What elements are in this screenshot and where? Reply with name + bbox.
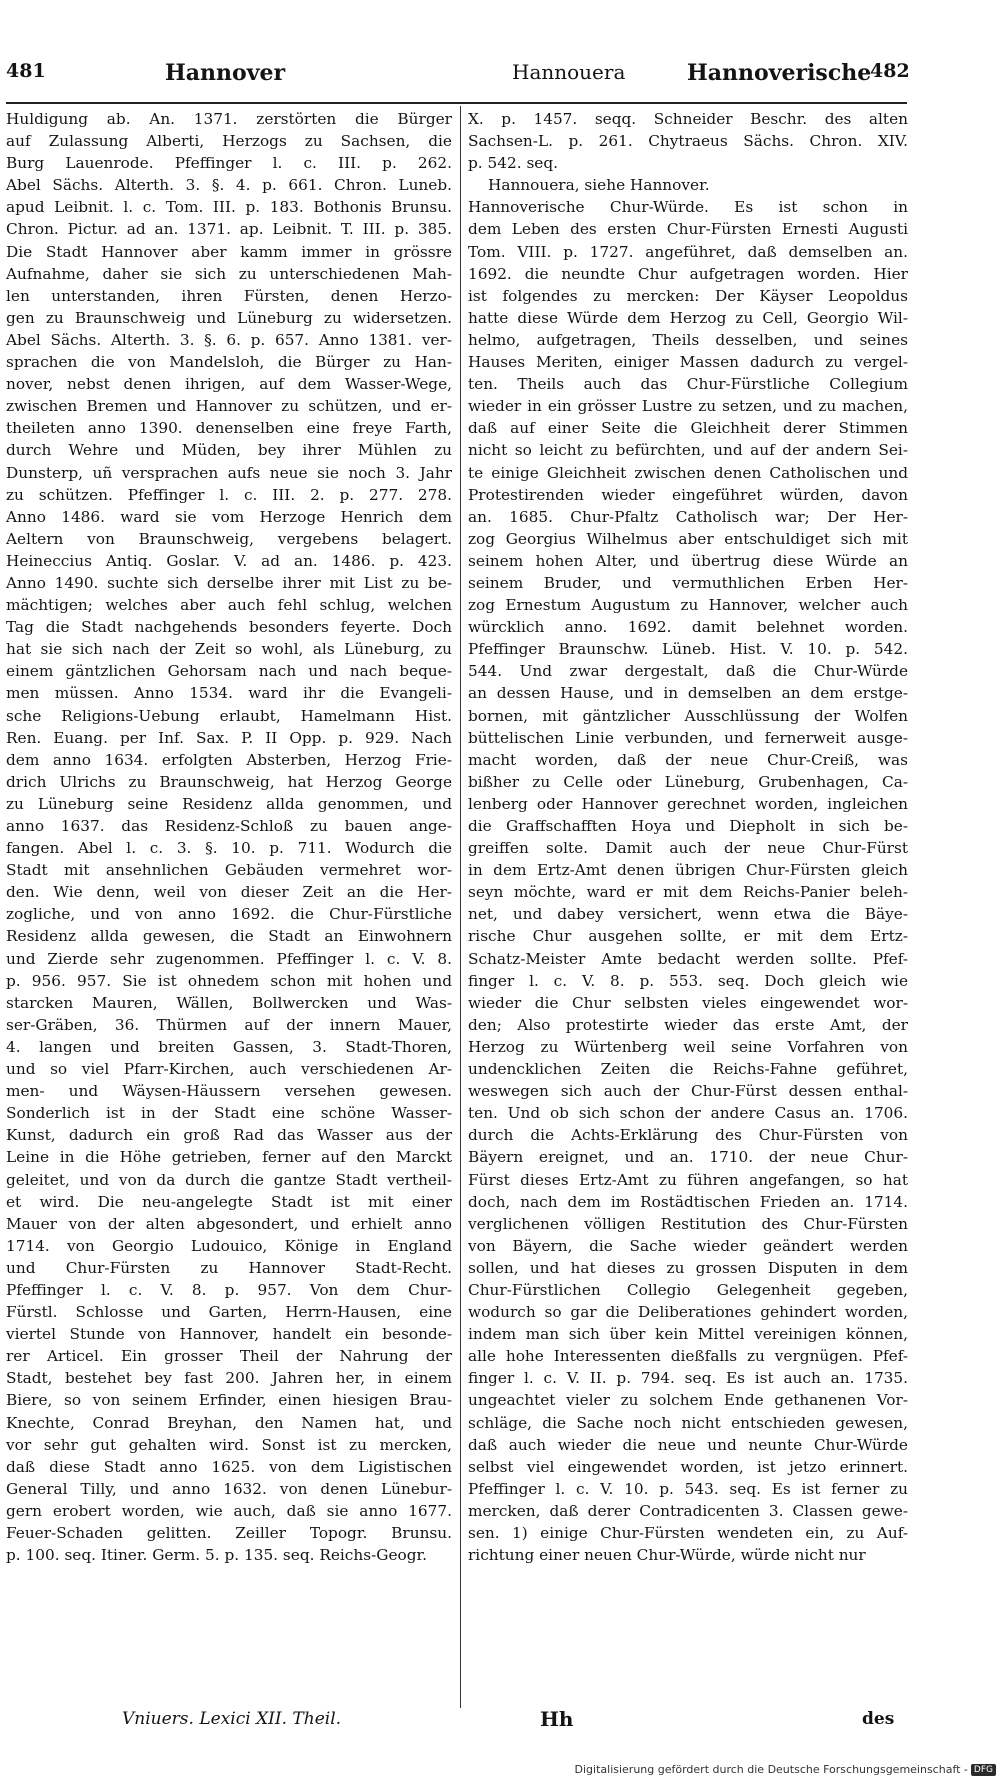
text-line: et wird. Die neu-angelegte Stadt ist mit einer bbox=[6, 1192, 452, 1211]
text-line: bißher zu Celle oder Lüneburg, Grubenhagen, Ca- bbox=[468, 772, 908, 791]
text-line: Feuer-Schaden gelitten. Zeiller Topogr. Brunsu. bbox=[6, 1524, 452, 1542]
text-line: Sachsen-L. p. 261. Chytraeus Sächs. Chron. XIV. bbox=[468, 132, 908, 151]
text-line: Hannouera, siehe Hannover. bbox=[488, 176, 710, 195]
text-line: p. 542. seq. bbox=[468, 154, 558, 173]
text-line: p. 956. 957. Sie ist ohnedem schon mit hohen und bbox=[6, 971, 452, 990]
text-line: an. 1685. Chur-Pfaltz Catholisch war; Der Her- bbox=[468, 507, 908, 526]
text-line: Abel Sächs. Alterth. 3. §. 4. p. 661. Chron. Luneb. bbox=[6, 176, 452, 195]
text-line: vor sehr gut gehalten wird. Sonst ist zu mercken, bbox=[6, 1435, 452, 1454]
text-line: Aufnahme, daher sie sich zu unterschiedenen Mah- bbox=[6, 264, 452, 283]
text-line: len unterstanden, ihren Fürsten, denen Herzo- bbox=[6, 286, 452, 305]
text-line: und Chur-Fürsten zu Hannover Stadt-Recht. bbox=[6, 1258, 452, 1277]
text-line: rer Articel. Ein grosser Theil der Nahrung der bbox=[6, 1347, 452, 1366]
text-line: anno 1637. das Residenz-Schloß zu bauen ange- bbox=[6, 817, 452, 835]
text-line: dem anno 1634. erfolgten Absterben, Herzog Frie- bbox=[6, 750, 452, 769]
text-line: indem man sich über kein Mittel vereinigen können, bbox=[468, 1325, 908, 1344]
text-line: Hauses Meriten, einiger Massen dadurch zu vergel- bbox=[468, 353, 908, 372]
digitization-credit-text: Digitalisierung gefördert durch die Deutsche Forschungsgemeinschaft - bbox=[574, 1763, 968, 1776]
text-line: die Graffschafften Hoya und Diepholt in sich be- bbox=[468, 817, 908, 835]
text-line: viertel Stunde von Hannover, handelt ein besonde- bbox=[6, 1325, 452, 1344]
text-line: helmo, aufgetragen, Theils desselben, und seines bbox=[468, 330, 908, 349]
text-line: Mauer von der alten abgesondert, und erhielt anno bbox=[6, 1214, 452, 1233]
text-line: 1714. von Georgio Ludouico, Könige in England bbox=[6, 1236, 452, 1255]
text-line: hatte diese Würde dem Herzog zu Cell, Georgio Wil- bbox=[468, 308, 908, 327]
text-line: schläge, die Sache noch nicht entschieden gewesen, bbox=[468, 1413, 908, 1432]
text-line: Schatz-Meister Amte bedacht werden sollte. Pfef- bbox=[468, 949, 908, 968]
text-line: drich Ulrichs zu Braunschweig, hat Herzog George bbox=[6, 772, 452, 791]
text-line: Fürstl. Schlosse und Garten, Herrn-Hausen, eine bbox=[6, 1303, 452, 1322]
text-line: sollen, und hat dieses zu grossen Disputen in dem bbox=[468, 1258, 908, 1277]
text-line: theileten anno 1390. denenselben eine freye Farth, bbox=[6, 419, 452, 438]
text-line: daß diese Stadt anno 1625. von dem Ligistischen bbox=[6, 1457, 452, 1476]
left-page-number: 481 bbox=[6, 60, 46, 82]
text-line: seinem hohen Alter, und übertrug diese Würde an bbox=[468, 551, 908, 570]
left-column bbox=[6, 108, 452, 1566]
text-line: gern erobert worden, wie auch, daß sie anno 1677. bbox=[6, 1501, 452, 1520]
text-line: zu schützen. Pfeffinger l. c. III. 2. p. 277. 278. bbox=[6, 485, 452, 504]
text-line: Kunst, dadurch ein groß Rad das Wasser aus der bbox=[6, 1126, 452, 1145]
text-line: lenberg oder Hannover gerechnet worden, ingleichen bbox=[468, 794, 908, 813]
text-line: rische Chur ausgehen sollte, er mit dem Ertz- bbox=[468, 927, 908, 946]
text-line: Protestirenden wieder eingeführet würden, davon bbox=[468, 485, 908, 504]
text-line: nover, nebst denen ihrigen, auf dem Wasser-Wege, bbox=[6, 375, 452, 394]
text-line: apud Leibnit. l. c. Tom. III. p. 183. Bothonis Brunsu. bbox=[6, 198, 452, 217]
text-line: an dessen Hause, und in demselben an dem erstge- bbox=[468, 684, 908, 703]
text-line: zog Ernestum Augustum zu Hannover, welcher auch bbox=[468, 596, 908, 615]
text-line: den. Wie denn, weil von dieser Zeit an die Her- bbox=[6, 883, 452, 902]
column-divider bbox=[460, 106, 461, 1708]
text-line: X. p. 1457. seqq. Schneider Beschr. des alten bbox=[468, 110, 908, 128]
text-line: zog Georgius Wilhelmus aber entschuldiget sich mit bbox=[468, 529, 908, 548]
text-line: Pfeffinger Braunschw. Lüneb. Hist. V. 10. p. 542. bbox=[468, 640, 908, 659]
text-line: Residenz allda gewesen, die Stadt an Einwohnern bbox=[6, 927, 452, 946]
text-line: nicht so leicht zu befürchten, und auf der andern Sei- bbox=[468, 441, 908, 460]
text-line: Huldigung ab. An. 1371. zerstörten die Bürger bbox=[6, 110, 452, 128]
catchword-custos: des bbox=[862, 1709, 895, 1729]
text-line: men müssen. Anno 1534. ward ihr die Evangeli- bbox=[6, 684, 452, 703]
text-line: von Bäyern, die Sache wieder geändert werden bbox=[468, 1236, 908, 1255]
text-line: ten. Theils auch das Chur-Fürstliche Collegium bbox=[468, 375, 908, 394]
text-line: 4. langen und breiten Gassen, 3. Stadt-Thoren, bbox=[6, 1037, 452, 1056]
text-line: mächtigen; welches aber auch fehl schlug, welchen bbox=[6, 596, 452, 615]
text-line: wieder die Chur selbsten vieles eingewendet wor- bbox=[468, 993, 908, 1012]
text-line: Chur-Fürstlichen Collegio Gelegenheit gegeben, bbox=[468, 1280, 908, 1299]
text-line: ist folgendes zu mercken: Der Käyser Leopoldus bbox=[468, 286, 908, 305]
text-line: sprachen die von Mandelsloh, die Bürger zu Han- bbox=[6, 353, 452, 372]
text-line: verglichenen völligen Restitution des Chur-Fürsten bbox=[468, 1214, 908, 1233]
text-line: Chron. Pictur. ad an. 1371. ap. Leibnit. T. III. p. 385. bbox=[6, 220, 452, 239]
text-line: daß auf einer Seite die Gleichheit derer Stimmen bbox=[468, 419, 908, 438]
text-line: Dunsterp, uñ versprachen aufs neue sie noch 3. Jahr bbox=[6, 463, 452, 482]
text-line: starcken Mauren, Wällen, Bollwercken und Was- bbox=[6, 993, 452, 1012]
text-line: Hannoverische Chur-Würde. Es ist schon in bbox=[468, 198, 908, 217]
text-line: Pfeffinger l. c. V. 8. p. 957. Von dem Chur- bbox=[6, 1280, 452, 1299]
text-line: Herzog zu Würtenberg weil seine Vorfahren von bbox=[468, 1037, 908, 1056]
text-line: Anno 1490. suchte sich derselbe ihrer mit List zu be- bbox=[6, 573, 452, 592]
signature-mark: Hh bbox=[540, 1707, 574, 1731]
text-line: richtung einer neuen Chur-Würde, würde nicht nur bbox=[468, 1546, 866, 1565]
text-line: durch die Achts-Erklärung des Chur-Fürsten von bbox=[468, 1126, 908, 1145]
text-line: finger l. c. V. II. p. 794. seq. Es ist auch an. 1735. bbox=[468, 1369, 908, 1388]
text-line: Tag die Stadt nachgehends besonders feyerte. Doch bbox=[6, 618, 452, 637]
text-line: den; Also protestirte wieder das erste Amt, der bbox=[468, 1015, 908, 1034]
text-line: wieder in ein grösser Lustre zu setzen, und zu machen, bbox=[468, 397, 908, 416]
text-line: fangen. Abel l. c. 3. §. 10. p. 711. Wodurch die bbox=[6, 839, 452, 858]
right-page-number: 482 bbox=[870, 60, 910, 82]
running-header bbox=[0, 60, 1000, 100]
text-line: sen. 1) einige Chur-Fürsten wendeten ein, zu Auf- bbox=[468, 1524, 908, 1542]
text-line: Heineccius Antiq. Goslar. V. ad an. 1486. p. 423. bbox=[6, 551, 452, 570]
text-line: seyn möchte, ward er mit dem Reichs-Panier beleh- bbox=[468, 883, 908, 902]
text-line: büttelischen Linie verbunden, und fernerweit ausge- bbox=[468, 728, 908, 747]
text-line: durch Wehre und Müden, bey ihrer Mühlen zu bbox=[6, 441, 452, 460]
text-line: und so viel Pfarr-Kirchen, auch verschiedenen Ar- bbox=[6, 1060, 452, 1079]
text-line: macht worden, daß der neue Chur-Creiß, was bbox=[468, 750, 908, 769]
text-line: p. 100. seq. Itiner. Germ. 5. p. 135. seq. Reichs-Geogr. bbox=[6, 1546, 427, 1565]
text-line: Leine in die Höhe getrieben, ferner auf den Marckt bbox=[6, 1148, 452, 1167]
text-line: in dem Ertz-Amt denen übrigen Chur-Fürsten gleich bbox=[468, 861, 908, 880]
right-catchword: Hannoverische bbox=[687, 60, 872, 86]
text-line: sche Religions-Uebung erlaubt, Hamelmann Hist. bbox=[6, 706, 452, 725]
text-line: Die Stadt Hannover aber kamm immer in grössre bbox=[6, 242, 452, 261]
text-line: Sonderlich ist in der Stadt eine schöne Wasser- bbox=[6, 1104, 452, 1123]
center-catchword: Hannouera bbox=[512, 60, 626, 84]
text-line: Stadt, bestehet bey fast 200. Jahren her, in einem bbox=[6, 1369, 452, 1388]
text-line: daß auch wieder die neue und neunte Chur-Würde bbox=[468, 1435, 908, 1454]
text-line: net, und dabey versichert, wenn etwa die Bäye- bbox=[468, 905, 908, 924]
left-catchword: Hannover bbox=[165, 60, 286, 86]
text-line: Anno 1486. ward sie vom Herzoge Henrich dem bbox=[6, 507, 452, 526]
text-line: greiffen solte. Damit auch der neue Chur-Fürst bbox=[468, 839, 908, 858]
text-line: te einige Gleichheit zwischen denen Catholischen und bbox=[468, 463, 908, 482]
digitization-credit bbox=[575, 1763, 996, 1776]
text-line: seinem Bruder, und vermuthlichen Erben Her- bbox=[468, 573, 908, 592]
text-line: Pfeffinger l. c. V. 10. p. 543. seq. Es ist ferner zu bbox=[468, 1479, 908, 1498]
text-line: 544. Und zwar dergestalt, daß die Chur-Würde bbox=[468, 662, 908, 681]
text-line: ser-Gräben, 36. Thürmen auf der innern Mauer, bbox=[6, 1015, 452, 1034]
text-line: Bäyern ereignet, und an. 1710. der neue Chur- bbox=[468, 1148, 908, 1167]
text-line: finger l. c. V. 8. p. 553. seq. Doch gleich wie bbox=[468, 971, 908, 990]
text-line: ten. Und ob sich schon der andere Casus an. 1706. bbox=[468, 1104, 908, 1123]
text-line: selbst viel eingewendet worden, ist jetzo erinnert. bbox=[468, 1457, 908, 1476]
text-line: geleitet, und von da durch die gantze Stadt vertheil- bbox=[6, 1170, 452, 1189]
text-line: bornen, mit gäntzlicher Ausschlüssung der Wolfen bbox=[468, 706, 908, 725]
text-line: Stadt mit ansehnlichen Gebäuden vermehret wor- bbox=[6, 861, 452, 880]
text-line: 1692. die neundte Chur aufgetragen worden. Hier bbox=[468, 264, 908, 283]
text-line: würcklich anno. 1692. damit belehnet worden. bbox=[468, 618, 908, 637]
text-line: weswegen sich auch der Chur-Fürst dessen enthal- bbox=[468, 1082, 908, 1101]
text-line: alle hohe Interessenten dießfalls zu vergnügen. Pfef- bbox=[468, 1347, 908, 1366]
text-line: ungeachtet vieler zu solchem Ende gethanenen Vor- bbox=[468, 1391, 908, 1410]
text-line: undencklichen Zeiten die Reichs-Fahne geführet, bbox=[468, 1060, 908, 1079]
text-line: men- und Wäysen-Häussern versehen gewesen. bbox=[6, 1082, 452, 1101]
dfg-logo: DFG bbox=[971, 1764, 996, 1776]
text-line: Burg Lauenrode. Pfeffinger l. c. III. p. 262. bbox=[6, 154, 452, 173]
text-line: doch, nach dem im Rostädtischen Frieden an. 1714. bbox=[468, 1192, 908, 1211]
text-line: wodurch so gar die Deliberationes gehindert worden, bbox=[468, 1303, 908, 1322]
text-line: Ren. Euang. per Inf. Sax. P. II Opp. p. 929. Nach bbox=[6, 728, 452, 747]
text-line: Abel Sächs. Alterth. 3. §. 6. p. 657. Anno 1381. ver- bbox=[6, 330, 452, 349]
text-line: gen zu Braunschweig und Lüneburg zu widersetzen. bbox=[6, 308, 452, 327]
text-line: Knechte, Conrad Breyhan, den Namen hat, und bbox=[6, 1413, 452, 1432]
text-line: hat sie sich nach der Zeit so wohl, als Lüneburg, zu bbox=[6, 640, 452, 659]
text-line: zogliche, und von anno 1692. die Chur-Fürstliche bbox=[6, 905, 452, 924]
text-line: General Tilly, und anno 1632. von denen Lünebur- bbox=[6, 1479, 452, 1498]
text-line: zu Lüneburg seine Residenz allda genommen, und bbox=[6, 794, 452, 813]
header-rule bbox=[6, 102, 907, 104]
text-line: und Zierde sehr zugenommen. Pfeffinger l. c. V. 8. bbox=[6, 949, 452, 968]
text-line: zwischen Bremen und Hannover zu schützen, und er- bbox=[6, 397, 452, 416]
text-line: Tom. VIII. p. 1727. angeführet, daß demselben an. bbox=[468, 242, 908, 261]
text-line: Aeltern von Braunschweig, vergebens belagert. bbox=[6, 529, 452, 548]
signature-line: Vniuers. Lexici XII. Theil. bbox=[122, 1709, 342, 1729]
text-line: mercken, daß derer Contradicenten 3. Classen gewe- bbox=[468, 1501, 908, 1520]
text-line: einem gäntzlichen Gehorsam nach und nach beque- bbox=[6, 662, 452, 681]
text-line: dem Leben des ersten Chur-Fürsten Ernesti Augusti bbox=[468, 220, 908, 239]
text-line: Fürst dieses Ertz-Amt zu führen angefangen, so hat bbox=[468, 1170, 908, 1189]
text-line: auf Zulassung Alberti, Herzogs zu Sachsen, die bbox=[6, 132, 452, 151]
right-column bbox=[468, 108, 908, 1566]
text-line: Biere, so von seinem Erfinder, einen hiesigen Brau- bbox=[6, 1391, 452, 1410]
